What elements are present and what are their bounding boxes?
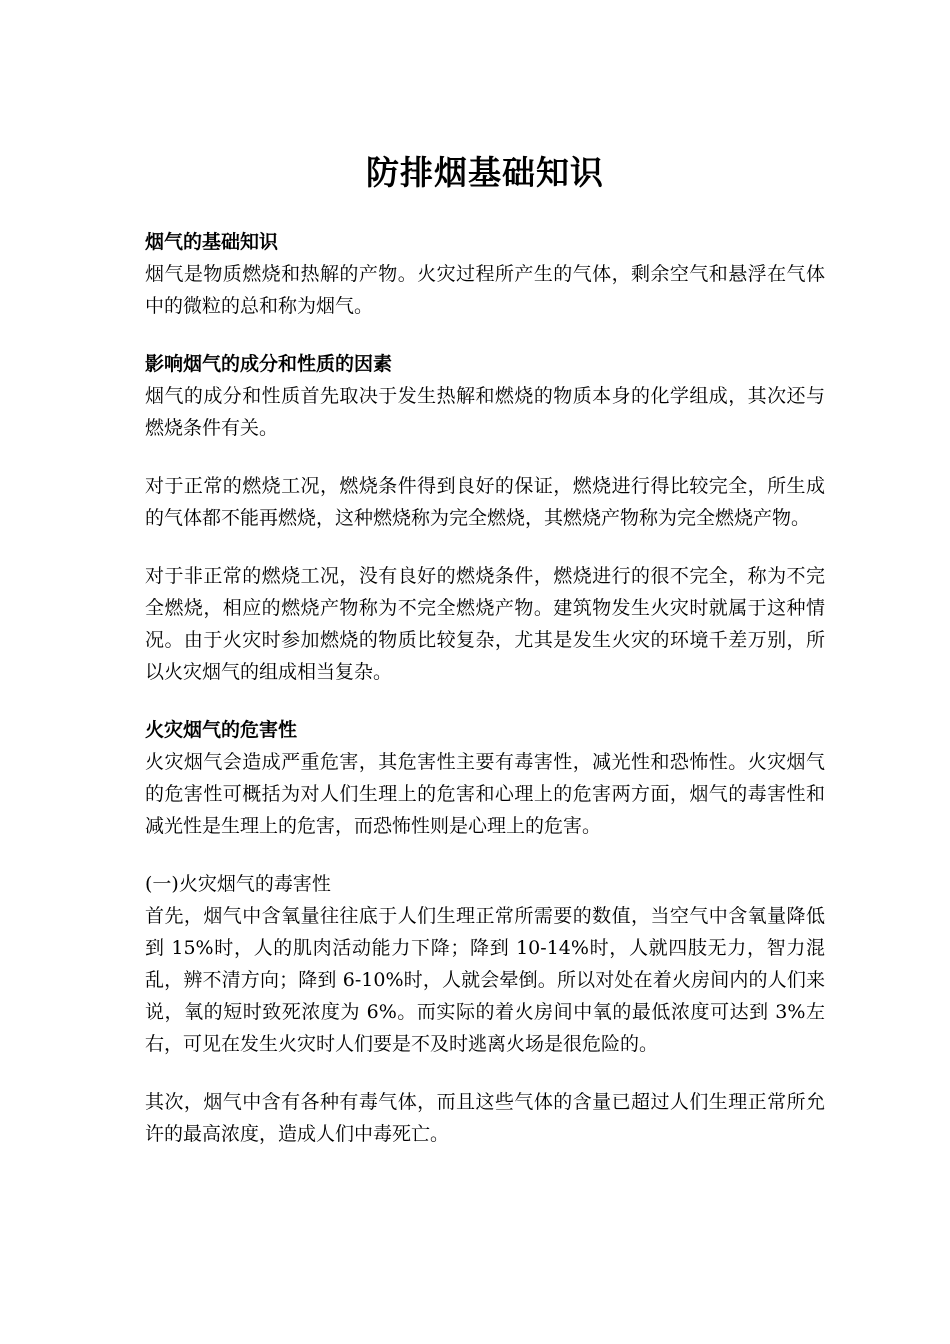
document-title: 防排烟基础知识: [366, 153, 604, 192]
spacer: [145, 842, 825, 868]
spacer: [145, 444, 825, 470]
section-heading: 烟气的基础知识: [145, 231, 279, 253]
subsection-label: (一)火灾烟气的毒害性: [145, 873, 331, 895]
paragraph: 首先，烟气中含氧量往往底于人们生理正常所需要的数值，当空气中含氧量降低到 15%时，人的肌肉活动能力下降；降到 10-14%时，人就四肢无力，智力混乱，辨不清方向；降到 6-10%时，人就会晕倒。所以对处在着火房间内的人们来说，氧的短时致死浓度为 6%。而实际的着火房间中氧的最低浓度可达到 3%左右，可见在发生火灾时人们要是不及时逃离火场是很危险的。: [145, 905, 825, 1055]
section-smoke-hazards: [145, 714, 825, 842]
paragraph: 烟气是物质燃烧和热解的产物。火灾过程所产生的气体，剩余空气和悬浮在气体中的微粒的总和称为烟气。: [145, 263, 825, 317]
spacer: [145, 1060, 825, 1086]
spacer: [145, 534, 825, 560]
paragraph: 火灾烟气会造成严重危害，其危害性主要有毒害性，减光性和恐怖性。火灾烟气的危害性可概括为对人们生理上的危害和心理上的危害两方面，烟气的毒害性和减光性是生理上的危害，而恐怖性则是心理上的危害。: [145, 751, 825, 837]
paragraph: 对于正常的燃烧工况，燃烧条件得到良好的保证，燃烧进行得比较完全，所生成的气体都不能再燃烧，这种燃烧称为完全燃烧，其燃烧产物称为完全燃烧产物。: [145, 475, 825, 529]
spacer: [145, 196, 825, 226]
spacer: [145, 688, 825, 714]
spacer: [145, 322, 825, 348]
paragraph: 烟气的成分和性质首先取决于发生热解和燃烧的物质本身的化学组成，其次还与燃烧条件有关。: [145, 385, 825, 439]
section-smoke-factors: [145, 348, 825, 688]
paragraph: 其次，烟气中含有各种有毒气体，而且这些气体的含量已超过人们生理正常所允许的最高浓度，造成人们中毒死亡。: [145, 1091, 825, 1145]
section-smoke-toxicity: [145, 868, 825, 1150]
section-heading: 火灾烟气的危害性: [145, 719, 298, 741]
document-page: [145, 0, 825, 1150]
section-heading: 影响烟气的成分和性质的因素: [145, 353, 393, 375]
paragraph: 对于非正常的燃烧工况，没有良好的燃烧条件，燃烧进行的很不完全，称为不完全燃烧，相应的燃烧产物称为不完全燃烧产物。建筑物发生火灾时就属于这种情况。由于火灾时参加燃烧的物质比较复杂，尤其是发生火灾的环境千差万别，所以火灾烟气的组成相当复杂。: [145, 565, 825, 683]
section-smoke-basics: [145, 226, 825, 322]
